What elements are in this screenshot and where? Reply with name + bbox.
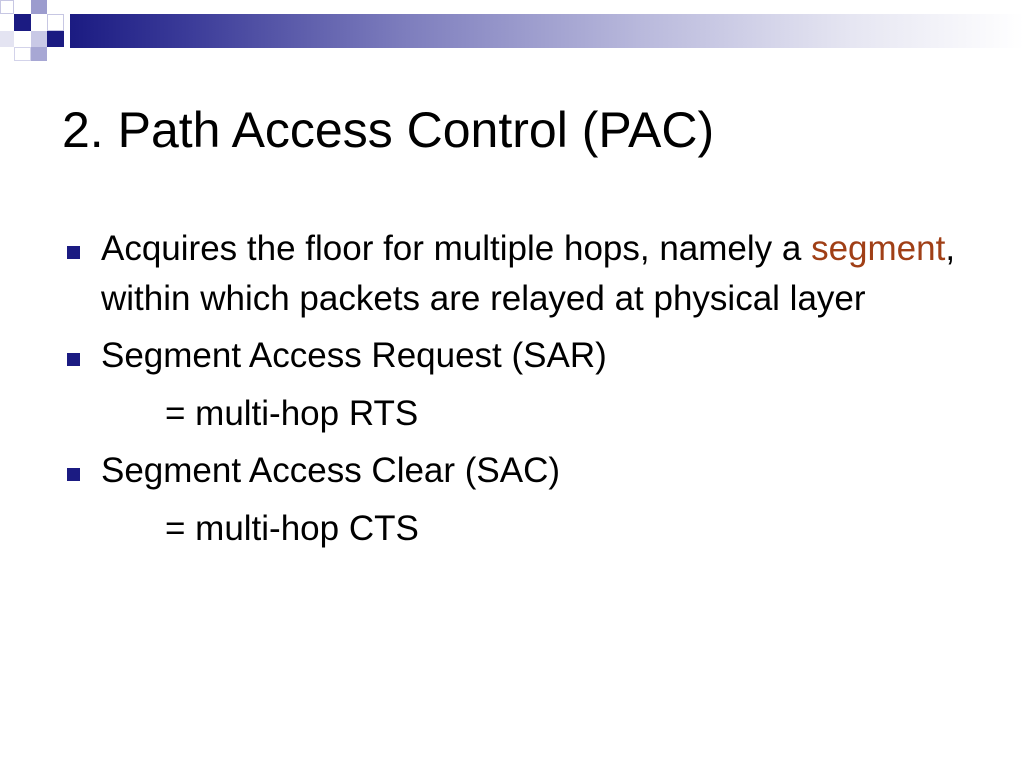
highlighted-term: segment [811,229,946,268]
slide-title: 2. Path Access Control (PAC) [62,102,715,158]
sub-line: = multi-hop CTS [165,509,419,548]
bullet-item [62,446,962,496]
header-decoration [0,0,1024,64]
deco-square [14,47,31,61]
deco-square [31,31,47,47]
deco-square [47,14,64,31]
bullet-list [62,224,962,561]
square-bullet-icon [67,468,80,481]
deco-square [47,31,64,47]
header-gradient-bar [70,14,1024,48]
sub-line: = multi-hop RTS [165,394,419,433]
bullet-text-after: , within which packets are relayed at physical layer [101,229,956,318]
bullet-item [62,331,962,381]
bullet-text: Segment Access Clear (SAC) [101,451,561,490]
deco-square [14,14,31,31]
deco-square [0,31,14,47]
deco-square [31,0,47,14]
square-bullet-icon [67,246,80,259]
bullet-text-before: Acquires the floor for multiple hops, namely a [101,229,812,268]
deco-square [31,47,47,61]
deco-square [0,0,14,14]
bullet-item [62,224,962,324]
bullet-text: Segment Access Request (SAR) [101,336,607,375]
square-bullet-icon [67,353,80,366]
